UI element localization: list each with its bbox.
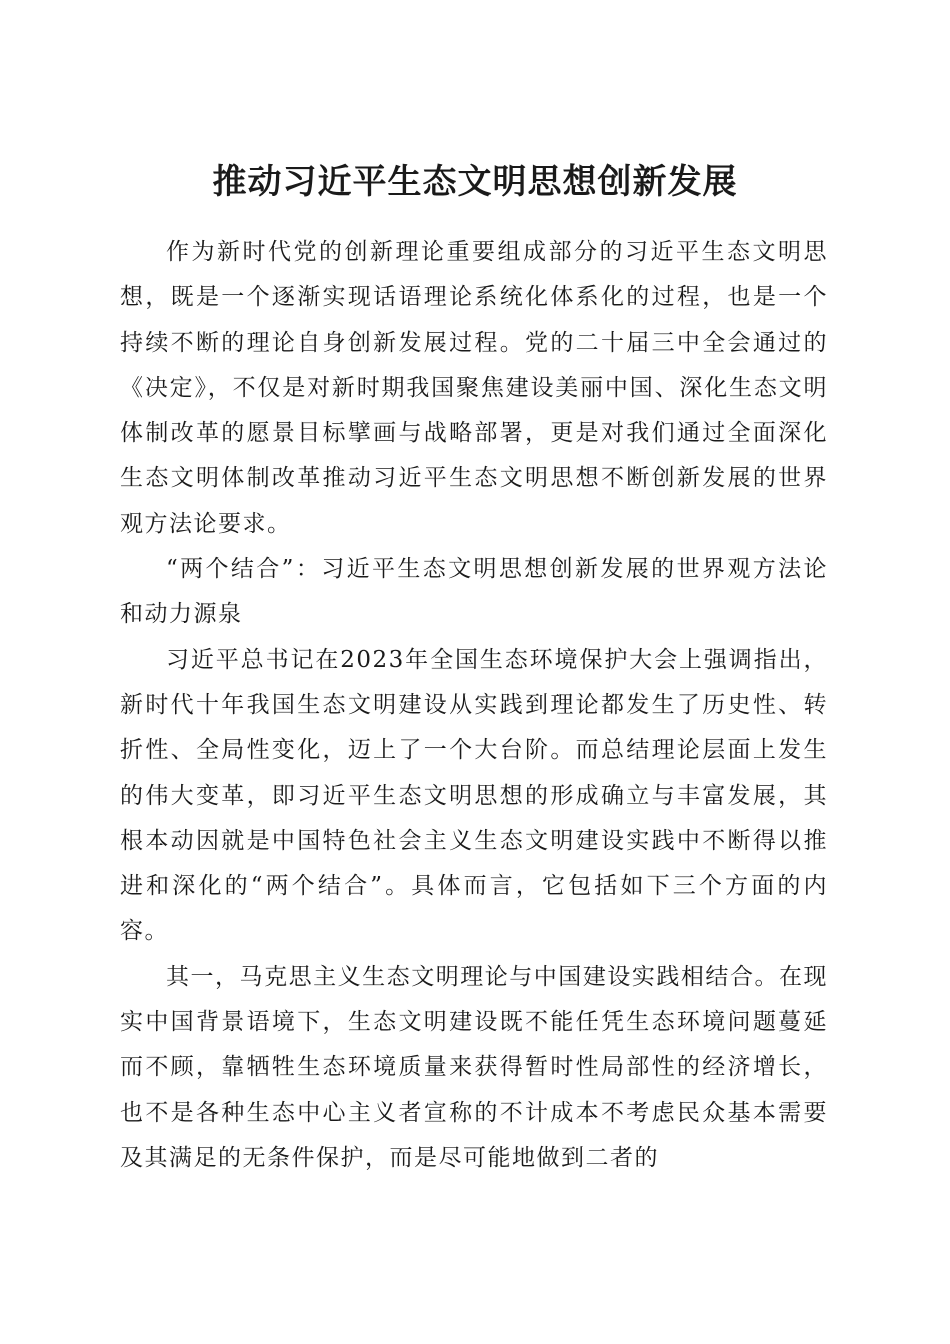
paragraph-first-point: 其一，马克思主义生态文明理论与中国建设实践相结合。在现实中国背景语境下，生态文明建设既不能任凭生态环境问题蔓延而不顾，靠牺牲生态环境质量来获得暂时性局部性的经济增长，也不是各种生态中心主义者宣称的不计成本不考虑民众基本需要及其满足的无条件保护，而是尽可能地做到二者的 <box>120 963 828 1171</box>
paragraph-intro: 作为新时代党的创新理论重要组成部分的习近平生态文明思想，既是一个逐渐实现话语理论系统化体系化的过程，也是一个持续不断的理论自身创新发展过程。党的二十届三中全会通过的《决定》，不仅是对新时期我国聚焦建设美丽中国、深化生态文明体制改革的愿景目标擘画与战略部署，更是对我们通过全面深化生态文明体制改革推动习近平生态文明思想不断创新发展的世界观方法论要求。 <box>120 239 828 537</box>
document-body <box>120 230 828 1181</box>
paragraph-two-integrations: 习近平总书记在2023年全国生态环境保护大会上强调指出，新时代十年我国生态文明建设从实践到理论都发生了历史性、转折性、全局性变化，迈上了一个大台阶。而总结理论层面上发生的伟大变革，即习近平生态文明思想的形成确立与丰富发展，其根本动因就是中国特色社会主义生态文明建设实践中不断得以推进和深化的“两个结合”。具体而言，它包括如下三个方面的内容。 <box>120 646 828 945</box>
document-title: 推动习近平生态文明思想创新发展 <box>212 161 738 202</box>
section-heading: “两个结合”：习近平生态文明思想创新发展的世界观方法论和动力源泉 <box>120 556 828 628</box>
